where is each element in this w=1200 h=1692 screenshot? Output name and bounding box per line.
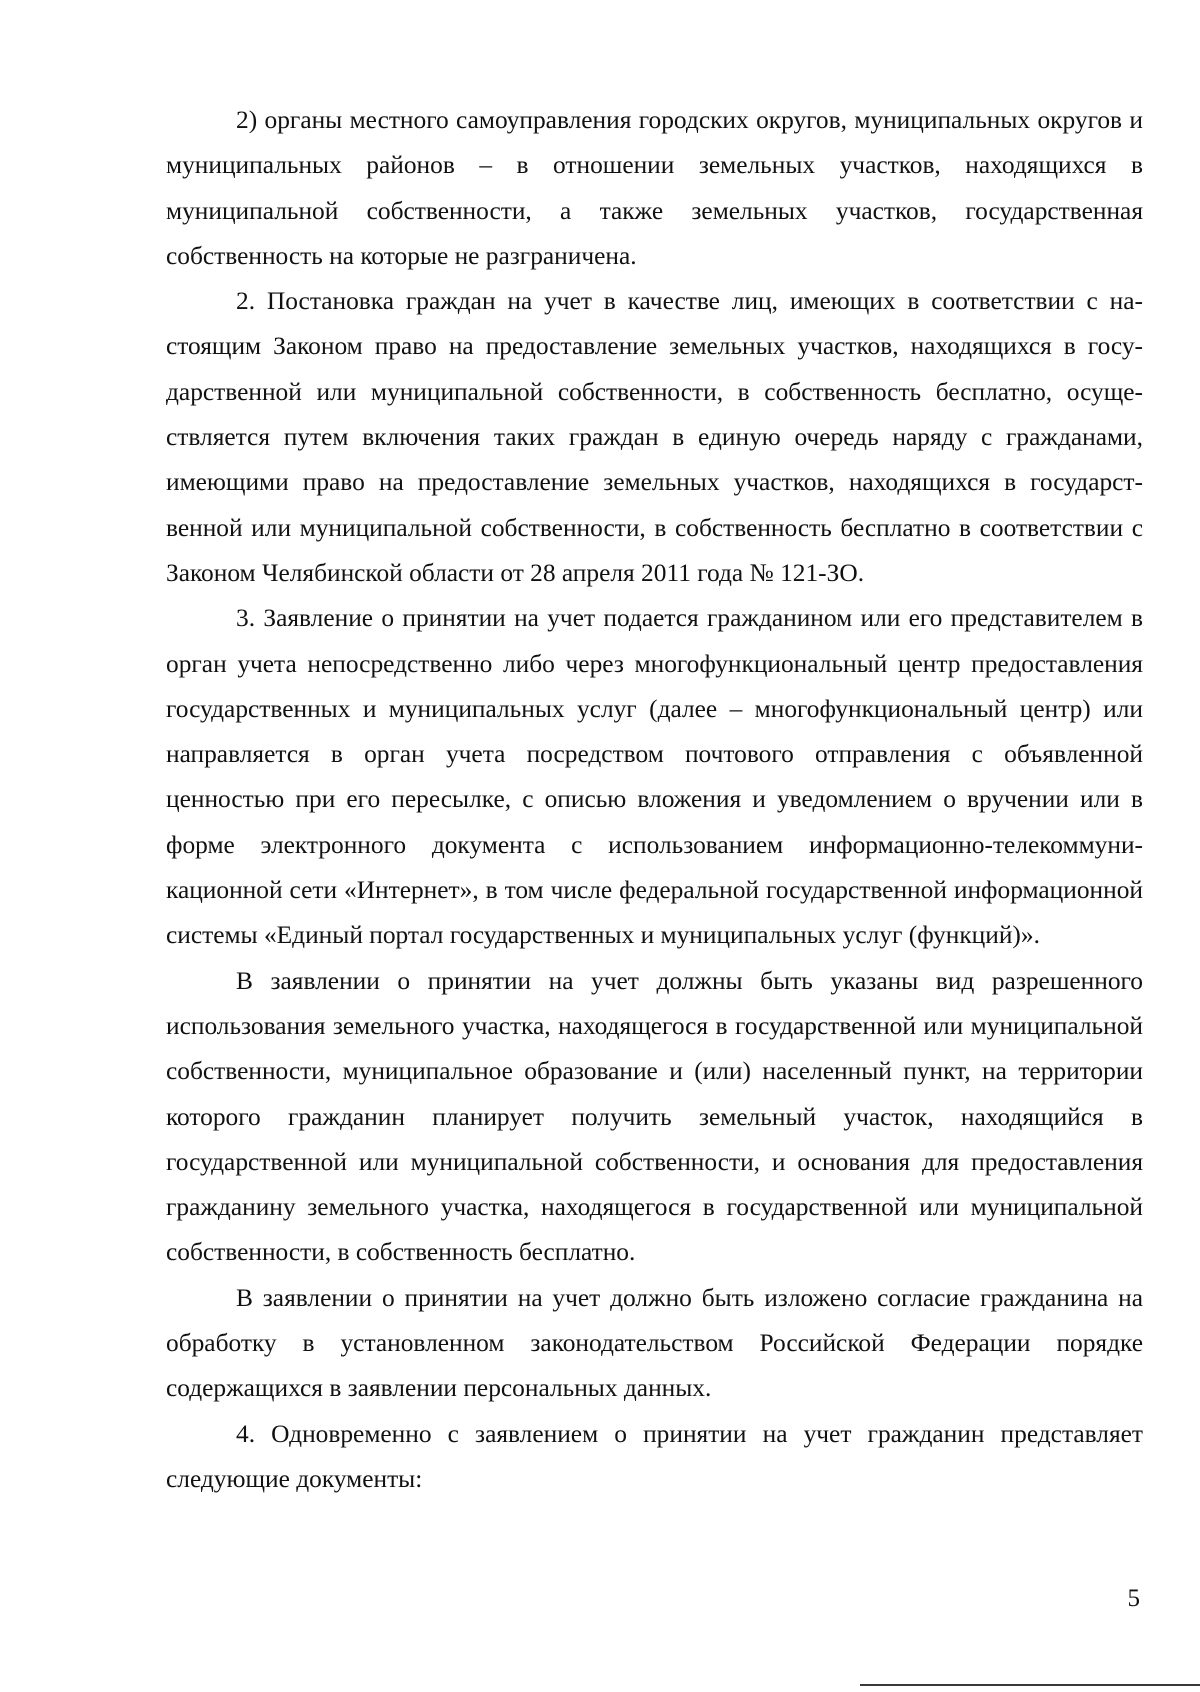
paragraph-application-submission: 3. Заявление о принятии на учет подается гражданином или его представителем в орган учета непосредственно либо через многофункциональный центр предоставления государственных и муниципальных услуг (далее – многофункциональный центр) или направляется в орган учета посредством почтового отправления с объявленной ценностью при его пересылке, с описью вложения и уведомлением о вручении или в форме электронного документа с использованием информационно-телекоммуникационной сети «Интернет», в том числе федеральной государственной информационной системы «Единый портал государственных и муниципальных услуг (функций)». <box>166 604 1143 950</box>
document-body <box>166 98 1143 1502</box>
paragraph-authorities-list-item-2: 2) органы местного самоуправления городских округов, муниципальных округов и муниципальных районов – в отношении земельных участков, находящихся в муниципальной собственности, а также земельных участков, государственная собственность на которые не разграничена. <box>166 106 1143 270</box>
page-number: 5 <box>1127 1585 1140 1612</box>
paragraph-required-documents: 4. Одновременно с заявлением о принятии на учет гражданин представляет следующие документы: <box>166 1419 1143 1493</box>
paragraph-application-contents: В заявлении о принятии на учет должны быть указаны вид разрешенного использования земельного участка, находящегося в государственной или муниципальной собственности, муниципальное образование и (или) населенный пункт, на территории которого гражданин планирует получить земельный участок, находящийся в государственной или муниципальной собственности, и основания для предоставления гражданину земельного участка, находящегося в государственной или муниципальной собственности, в собственность бесплатно. <box>166 966 1143 1267</box>
scan-edge-line <box>860 1684 1200 1686</box>
paragraph-personal-data-consent: В заявлении о принятии на учет должно быть изложено согласие гражданина на обработку в установленном законодательством Российской Федерации порядке содержащихся в заявлении персональных данных. <box>166 1283 1143 1403</box>
paragraph-registration-queue: 2. Постановка граждан на учет в качестве лиц, имеющих в соответствии с настоящим Законом право на предоставление земельных участков, находящихся в государственной или муниципальной собственности, в собственность бесплатно, осуществляется путем включения таких граждан в единую очередь наряду с гражданами, имеющими право на предоставление земельных участков, находящихся в государственной или муниципальной собственности, в собственность бесплатно в соответствии с Законом Челябинской области от 28 апреля 2011 года № 121-ЗО. <box>166 287 1143 587</box>
